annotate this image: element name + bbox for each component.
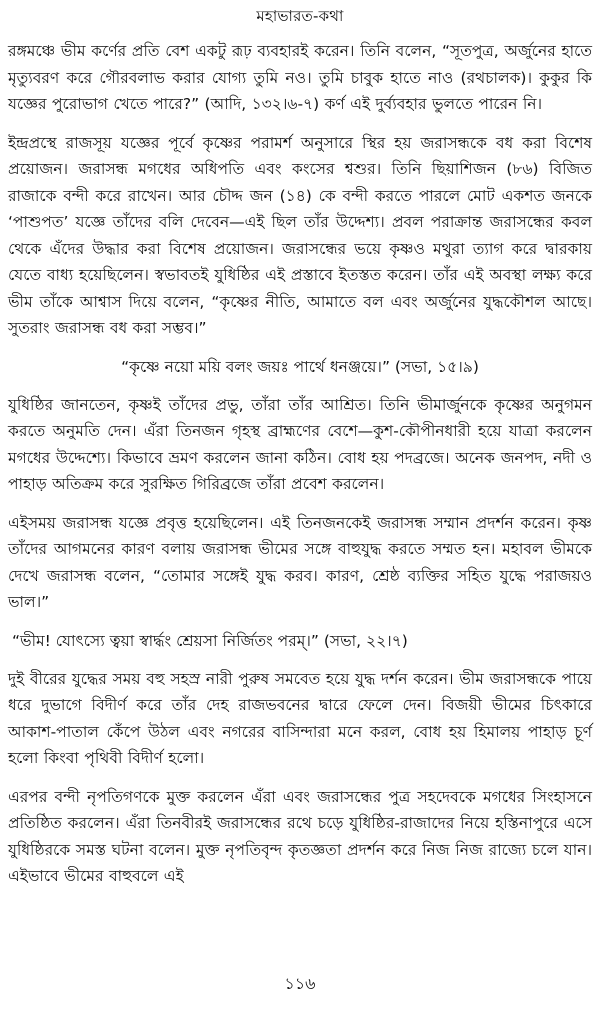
verse-sabha-22-7: “ভীম! যোৎস্যে ত্বয়া স্বার্দ্ধং শ্রেয়সা নির্জিতং পরম্।” (সভা, ২২।৭) [12, 631, 408, 650]
paragraph-jarasandha-challenge: এইসময় জরাসন্ধ যজ্ঞে প্রবৃত্ত হয়েছিলেন। এই তিনজনকেই জরাসন্ধ সম্মান প্রদর্শন করেন। কৃষ্ণ তাঁদের আগমনের কারণ বলায় জরাসন্ধ ভীমের সঙ্গে বাহুযুদ্ধ করতে সম্মত হন। মহাবল ভীমকে দেখে জরাসন্ধ বলেন, “তোমার সঙ্গেই যুদ্ধ করব। কারণ, শ্রেষ্ঠ ব্যক্তির সহিত যুদ্ধে পরাজয়ও ভাল।” [8, 513, 592, 611]
verse-sabha-15-9: “কৃষ্ণে নয়ো ময়ি বলং জয়ঃ পার্থে ধনঞ্জয়ে।” (সভা, ১৫।৯) [121, 357, 479, 376]
paragraph-duel: দুই বীরের যুদ্ধের সময় বহু সহস্র নারী পুরুষ সমবেত হয়ে যুদ্ধ দর্শন করেন। ভীম জরাসন্ধকে পায়ে ধরে দুভাগে বিদীর্ণ করে তাঁর দেহ রাজভবনের দ্বারে ফেলে দেন। বিজয়ী ভীমের চিৎকারে আকাশ-পাতাল কেঁপে উঠল এবং নগরের বাসিন্দারা মনে করল, বোধ হয় হিমালয় পাহাড় চূর্ণ হলো কিংবা পৃথিবী বিদীর্ণ হলো। [8, 669, 592, 767]
page-number: ১১৬ [284, 974, 316, 993]
paragraph-journey-magadha: যুধিষ্ঠির জানতেন, কৃষ্ণই তাঁদের প্রভু, তাঁরা তাঁর আশ্রিত। তিনি ভীমার্জুনকে কৃষ্ণের অনুগমন করতে অনুমতি দেন। এঁরা তিনজন গৃহস্থ ব্রাহ্মণের বেশে—কুশ-কৌপীনধারী হয়ে যাত্রা করলেন মগধের উদ্দেশ্যে। কিভাবে ভ্রমণ করলেন জানা কঠিন। বোধ হয় পদব্রজে। অনেক জনপদ, নদী ও পাহাড় অতিক্রম করে সুরক্ষিত গিরিব্রজে তাঁরা প্রবেশ করলেন। [8, 395, 592, 493]
paragraph-jarasandha-plan: ইন্দ্রপ্রস্থে রাজসূয় যজ্ঞের পূর্বে কৃষ্ণের পরামর্শ অনুসারে স্থির হয় জরাসন্ধকে বধ করা বিশেষ প্রয়োজন। জরাসন্ধ মগধের অধিপতি এবং কংসের শ্বশুর। তিনি ছিয়াশিজন (৮৬) বিজিত রাজাকে বন্দী করে রাখেন। আর চৌদ্দ জন (১৪) কে বন্দী করতে পারলে মোট একশত জনকে ‘পাশুপত’ যজ্ঞে তাঁদের বলি দেবেন—এই ছিল তাঁর উদ্দেশ্য। প্রবল পরাক্রান্ত জরাসন্ধের কবল থেকে এঁদের উদ্ধার করা বিশেষ প্রয়োজন। জরাসন্ধের ভয়ে কৃষ্ণও মথুরা ত্যাগ করে দ্বারকায় যেতে বাধ্য হয়েছিলেন। স্বভাবতই যুধিষ্ঠির এই প্রস্তাবে ইতস্তত করেন। তাঁর এই অবস্থা লক্ষ্য করে ভীম তাঁকে আশ্বাস দিয়ে বলেন, “কৃষ্ণের নীতি, আমাতে বল এবং অর্জুনের যুদ্ধকৌশল আছে। সুতরাং জরাসন্ধ বধ করা সম্ভব।” [8, 133, 592, 337]
paragraph-release-kings: এরপর বন্দী নৃপতিগণকে মুক্ত করলেন এঁরা এবং জরাসন্ধের পুত্র সহদেবকে মগধের সিংহাসনে প্রতিষ্ঠিত করলেন। এঁরা তিনবীরই জরাসন্ধের রথে চড়ে যুধিষ্ঠির-রাজাদের নিয়ে হস্তিনাপুরে এসে যুধিষ্ঠিরকে সমস্ত ঘটনা বলেন। মুক্ত নৃপতিবৃন্দ কৃতজ্ঞতা প্রদর্শন করে নিজ নিজ রাজ্যে চলে যান। এইভাবে ভীমের বাহুবলে এই [8, 787, 592, 885]
paragraph-karna-insult: রঙ্গমঞ্চে ভীম কর্ণের প্রতি বেশ একটু রূঢ় ব্যবহারই করেন। তিনি বলেন, “সূতপুত্র, অর্জুনের হাতে মৃত্যুবরণ করে গৌরবলাভ করার যোগ্য তুমি নও। তুমি চাবুক হাতে নাও (রথচালক)। কুকুর কি যজ্ঞের পুরোভাগ খেতে পারে?” (আদি, ১৩২।৬-৭) কর্ণ এই দুর্ব্যবহার ভুলতে পারেন নি। [8, 42, 592, 113]
running-head: মহাভারত-কথা [256, 7, 344, 25]
